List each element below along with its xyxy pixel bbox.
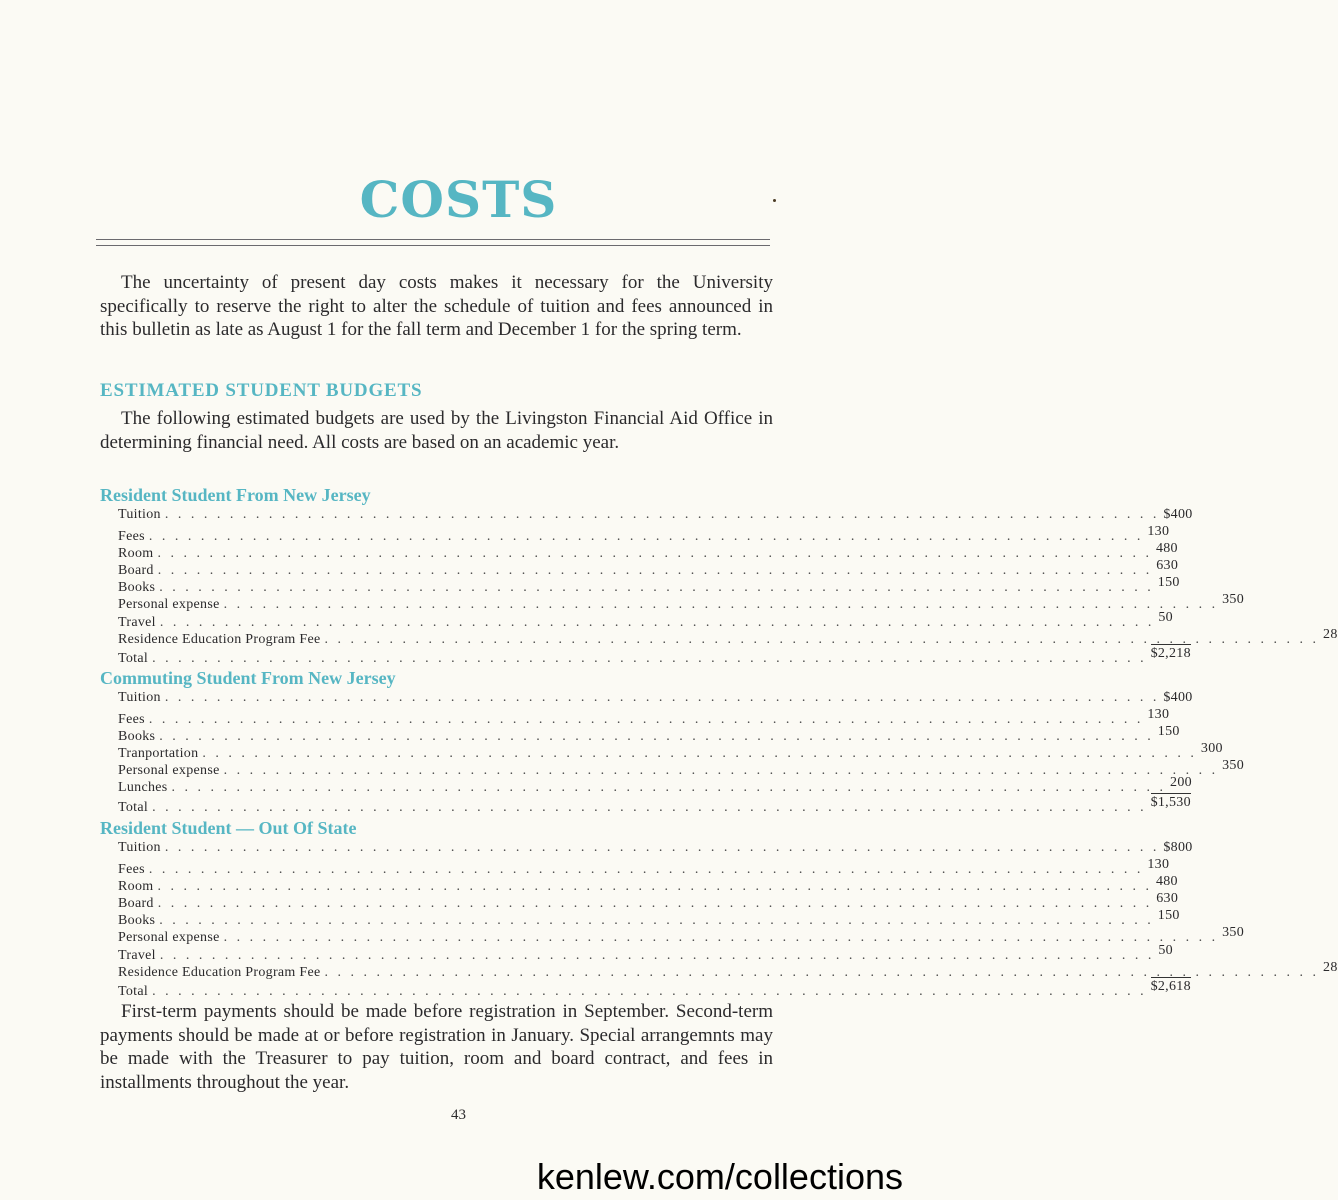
item-amount: 150	[1157, 724, 1180, 740]
item-amount-cell	[1156, 890, 1178, 907]
item-amount-cell	[1222, 757, 1244, 774]
item-amount-cell	[1323, 959, 1338, 976]
item-label: Total	[118, 983, 149, 999]
item-amount-cell	[1201, 740, 1223, 757]
dot-leader: . . . . . . . . . . . . . . . . . . . . . . . . . . . . . . . . . . . . . . . . . . . . . . . . . . . . . . . . . . . . . . . . . . . . . . . . . . . . .	[164, 507, 1160, 522]
budget-title: Commuting Student From New Jersey	[100, 668, 396, 688]
item-amount: 350	[1222, 592, 1245, 608]
item-amount: 200	[1170, 775, 1192, 791]
budget-block	[100, 667, 1245, 815]
item-label: Fees	[118, 862, 145, 878]
currency-symbol: $	[1163, 507, 1171, 522]
item-amount-cell	[1170, 774, 1192, 791]
item-label: Room	[118, 879, 154, 895]
item-amount: 350	[1222, 925, 1245, 941]
item-amount: 50	[1158, 609, 1173, 625]
budget-block	[100, 484, 1338, 666]
item-label: Tranportation	[118, 746, 199, 762]
item-label: Books	[118, 580, 156, 596]
dot-leader: . . . . . . . . . . . . . . . . . . . . . . . . . . . . . . . . . . . . . . . . . . . . . . . . . . . . . . . . . . . . . . . . . . . . . . . . . . . . .	[152, 799, 1147, 815]
item-label: Travel	[118, 947, 156, 963]
dot-leader: . . . . . . . . . . . . . . . . . . . . . . . . . . . . . . . . . . . . . . . . . . . . . . . . . . . . . . . . . . . . . . . . . . . . . . . . . . . . .	[223, 930, 1219, 946]
item-amount-cell	[1151, 793, 1191, 811]
item-amount-cell	[1158, 907, 1180, 924]
dot-leader: . . . . . . . . . . . . . . . . . . . . . . . . . . . . . . . . . . . . . . . . . . . . . . . . . . . . . . . . . . . . . . . . . . . . . . . . . . . . .	[164, 840, 1160, 855]
dot-leader: . . . . . . . . . . . . . . . . . . . . . . . . . . . . . . . . . . . . . . . . . . . . . . . . . . . . . . . . . . . . . . . . . . . . . . . . . . . . .	[157, 879, 1152, 895]
dot-leader: . . . . . . . . . . . . . . . . . . . . . . . . . . . . . . . . . . . . . . . . . . . . . . . . . . . . . . . . . . . . . . . . . . . . . . . . . . . . .	[223, 763, 1219, 779]
dot-leader: . . . . . . . . . . . . . . . . . . . . . . . . . . . . . . . . . . . . . . . . . . . . . . . . . . . . . . . . . . . . . . . . . . . . . . . . . . . . .	[148, 862, 1144, 878]
paper-speck	[773, 199, 776, 202]
page-title: COSTS	[359, 170, 558, 229]
dot-leader: . . . . . . . . . . . . . . . . . . . . . . . . . . . . . . . . . . . . . . . . . . . . . . . . . . . . . . . . . . . . . . . . . . . . . . . . . . . . .	[324, 964, 1320, 980]
item-amount-cell	[1147, 706, 1169, 723]
item-label: Tuition	[118, 690, 161, 705]
dot-leader: . . . . . . . . . . . . . . . . . . . . . . . . . . . . . . . . . . . . . . . . . . . . . . . . . . . . . . . . . . . . . . . . . . . . . . . . . . . . .	[148, 712, 1144, 728]
item-amount-cell	[1323, 626, 1338, 643]
item-amount: 400	[1170, 690, 1193, 705]
item-amount-cell	[1222, 924, 1244, 941]
item-amount: $2,218	[1150, 645, 1191, 661]
budget-title: Resident Student From New Jersey	[100, 485, 371, 505]
item-amount-cell	[1163, 689, 1192, 706]
budget-line-item	[100, 523, 1170, 545]
budget-line-item	[100, 839, 1193, 856]
item-amount: $1,530	[1150, 794, 1191, 810]
item-amount: 400	[1170, 507, 1193, 522]
dot-leader: . . . . . . . . . . . . . . . . . . . . . . . . . . . . . . . . . . . . . . . . . . . . . . . . . . . . . . . . . . . . . . . . . . . . . . . . . . . . .	[159, 729, 1154, 745]
dot-leader: . . . . . . . . . . . . . . . . . . . . . . . . . . . . . . . . . . . . . . . . . . . . . . . . . . . . . . . . . . . . . . . . . . . . . . . . . . . . .	[157, 563, 1153, 579]
intro-paragraph: The uncertainty of present day costs makes it necessary for the University specifically to reserve the right to alter the schedule of tuition and fees announced in this bulletin as late as August 1 for the fall term and December 1 for the spring term.	[100, 272, 773, 341]
item-amount: $2,618	[1150, 978, 1191, 994]
item-amount: 300	[1200, 741, 1223, 757]
item-amount-cell	[1156, 540, 1178, 557]
item-amount-cell	[1163, 506, 1192, 523]
dot-leader: . . . . . . . . . . . . . . . . . . . . . . . . . . . . . . . . . . . . . . . . . . . . . . . . . . . . . . . . . . . . . . . . . . . . . . . . . . . . .	[152, 983, 1147, 999]
item-amount-cell	[1147, 856, 1169, 873]
item-amount-cell	[1151, 644, 1191, 662]
item-label: Books	[118, 913, 156, 929]
item-amount-cell	[1151, 977, 1191, 995]
item-label: Fees	[118, 712, 145, 728]
item-label: Board	[118, 563, 154, 579]
item-label: Personal expense	[118, 763, 220, 779]
item-amount: 150	[1157, 908, 1180, 924]
item-amount: 480	[1155, 541, 1178, 557]
item-amount: 28	[1323, 959, 1338, 975]
budget-line-item	[100, 856, 1170, 878]
currency-symbol: $	[1163, 690, 1171, 705]
item-amount: 800	[1170, 840, 1193, 855]
dot-leader: . . . . . . . . . . . . . . . . . . . . . . . . . . . . . . . . . . . . . . . . . . . . . . . . . . . . . . . . . . . . . . . . . . . . . . . . . . . . .	[152, 650, 1147, 666]
dot-leader: . . . . . . . . . . . . . . . . . . . . . . . . . . . . . . . . . . . . . . . . . . . . . . . . . . . . . . . . . . . . . . . . . . . . . . . . . . . . .	[324, 631, 1320, 647]
item-label: Residence Education Program Fee	[118, 631, 321, 647]
item-amount-cell	[1156, 557, 1178, 574]
budget-block	[100, 817, 1338, 999]
item-label: Books	[118, 729, 156, 745]
item-label: Travel	[118, 614, 156, 630]
dot-leader: . . . . . . . . . . . . . . . . . . . . . . . . . . . . . . . . . . . . . . . . . . . . . . . . . . . . . . . . . . . . . . . . . . . . . . . . . . . . .	[171, 780, 1167, 796]
item-amount-cell	[1147, 523, 1169, 540]
item-amount-cell	[1158, 609, 1173, 626]
item-amount-cell	[1156, 873, 1178, 890]
dot-leader: . . . . . . . . . . . . . . . . . . . . . . . . . . . . . . . . . . . . . . . . . . . . . . . . . . . . . . . . . . . . . . . . . . . . . . . . . . . . .	[159, 614, 1155, 630]
item-label: Tuition	[118, 840, 161, 855]
budget-line-item	[100, 506, 1193, 523]
budget-line-item	[100, 706, 1170, 728]
item-amount: 130	[1147, 857, 1170, 873]
watermark-text: kenlew.com/collections	[536, 1156, 903, 1197]
budget-line-item	[100, 689, 1193, 706]
item-amount-cell	[1222, 591, 1244, 608]
item-amount: 630	[1156, 891, 1179, 907]
section-intro-paragraph: The following estimated budgets are used by the Livingston Financial Aid Office in determining financial need. All costs are based on an academic year.	[100, 408, 773, 453]
item-amount: 130	[1147, 707, 1170, 723]
item-amount: 630	[1156, 558, 1179, 574]
dot-leader: . . . . . . . . . . . . . . . . . . . . . . . . . . . . . . . . . . . . . . . . . . . . . . . . . . . . . . . . . . . . . . . . . . . . . . . . . . . . .	[157, 896, 1153, 912]
dot-leader: . . . . . . . . . . . . . . . . . . . . . . . . . . . . . . . . . . . . . . . . . . . . . . . . . . . . . . . . . . . . . . . . . . . . . . . . . . . . .	[159, 913, 1154, 929]
item-label: Fees	[118, 529, 145, 545]
title-double-rule	[96, 239, 770, 246]
currency-symbol: $	[1163, 840, 1171, 855]
item-label: Personal expense	[118, 930, 220, 946]
item-label: Total	[118, 799, 149, 815]
item-label: Total	[118, 650, 149, 666]
item-amount: 130	[1147, 524, 1170, 540]
item-label: Residence Education Program Fee	[118, 964, 321, 980]
item-label: Personal expense	[118, 597, 220, 613]
item-label: Tuition	[118, 507, 161, 522]
item-amount-cell	[1158, 574, 1180, 591]
item-amount: 350	[1222, 758, 1245, 774]
item-label: Lunches	[118, 780, 168, 796]
item-amount: 28	[1323, 626, 1338, 642]
dot-leader: . . . . . . . . . . . . . . . . . . . . . . . . . . . . . . . . . . . . . . . . . . . . . . . . . . . . . . . . . . . . . . . . . . . . . . . . . . . . .	[159, 580, 1154, 596]
item-amount-cell	[1163, 839, 1192, 856]
dot-leader: . . . . . . . . . . . . . . . . . . . . . . . . . . . . . . . . . . . . . . . . . . . . . . . . . . . . . . . . . . . . . . . . . . . . . . . . . . . . .	[202, 746, 1197, 762]
item-amount-cell	[1158, 942, 1173, 959]
item-amount: 150	[1157, 575, 1180, 591]
section-heading: ESTIMATED STUDENT BUDGETS	[100, 380, 423, 401]
dot-leader: . . . . . . . . . . . . . . . . . . . . . . . . . . . . . . . . . . . . . . . . . . . . . . . . . . . . . . . . . . . . . . . . . . . . . . . . . . . . .	[164, 690, 1160, 705]
item-label: Board	[118, 896, 154, 912]
item-label: Room	[118, 546, 154, 562]
dot-leader: . . . . . . . . . . . . . . . . . . . . . . . . . . . . . . . . . . . . . . . . . . . . . . . . . . . . . . . . . . . . . . . . . . . . . . . . . . . . .	[223, 597, 1219, 613]
dot-leader: . . . . . . . . . . . . . . . . . . . . . . . . . . . . . . . . . . . . . . . . . . . . . . . . . . . . . . . . . . . . . . . . . . . . . . . . . . . . .	[157, 546, 1152, 562]
item-amount-cell	[1158, 723, 1180, 740]
payments-paragraph: First-term payments should be made before registration in September. Second-term payments should be made at or before registration in January. Special arrangemnts may be made with the Treasurer to pay tuition, room and board contract, and fees in installments throughout the year.	[100, 1001, 773, 1093]
page-number: 43	[451, 1107, 466, 1123]
item-amount: 480	[1155, 874, 1178, 890]
budget-title: Resident Student — Out Of State	[100, 818, 357, 838]
dot-leader: . . . . . . . . . . . . . . . . . . . . . . . . . . . . . . . . . . . . . . . . . . . . . . . . . . . . . . . . . . . . . . . . . . . . . . . . . . . . .	[159, 947, 1155, 963]
dot-leader: . . . . . . . . . . . . . . . . . . . . . . . . . . . . . . . . . . . . . . . . . . . . . . . . . . . . . . . . . . . . . . . . . . . . . . . . . . . . .	[148, 529, 1144, 545]
item-amount: 50	[1158, 942, 1173, 958]
